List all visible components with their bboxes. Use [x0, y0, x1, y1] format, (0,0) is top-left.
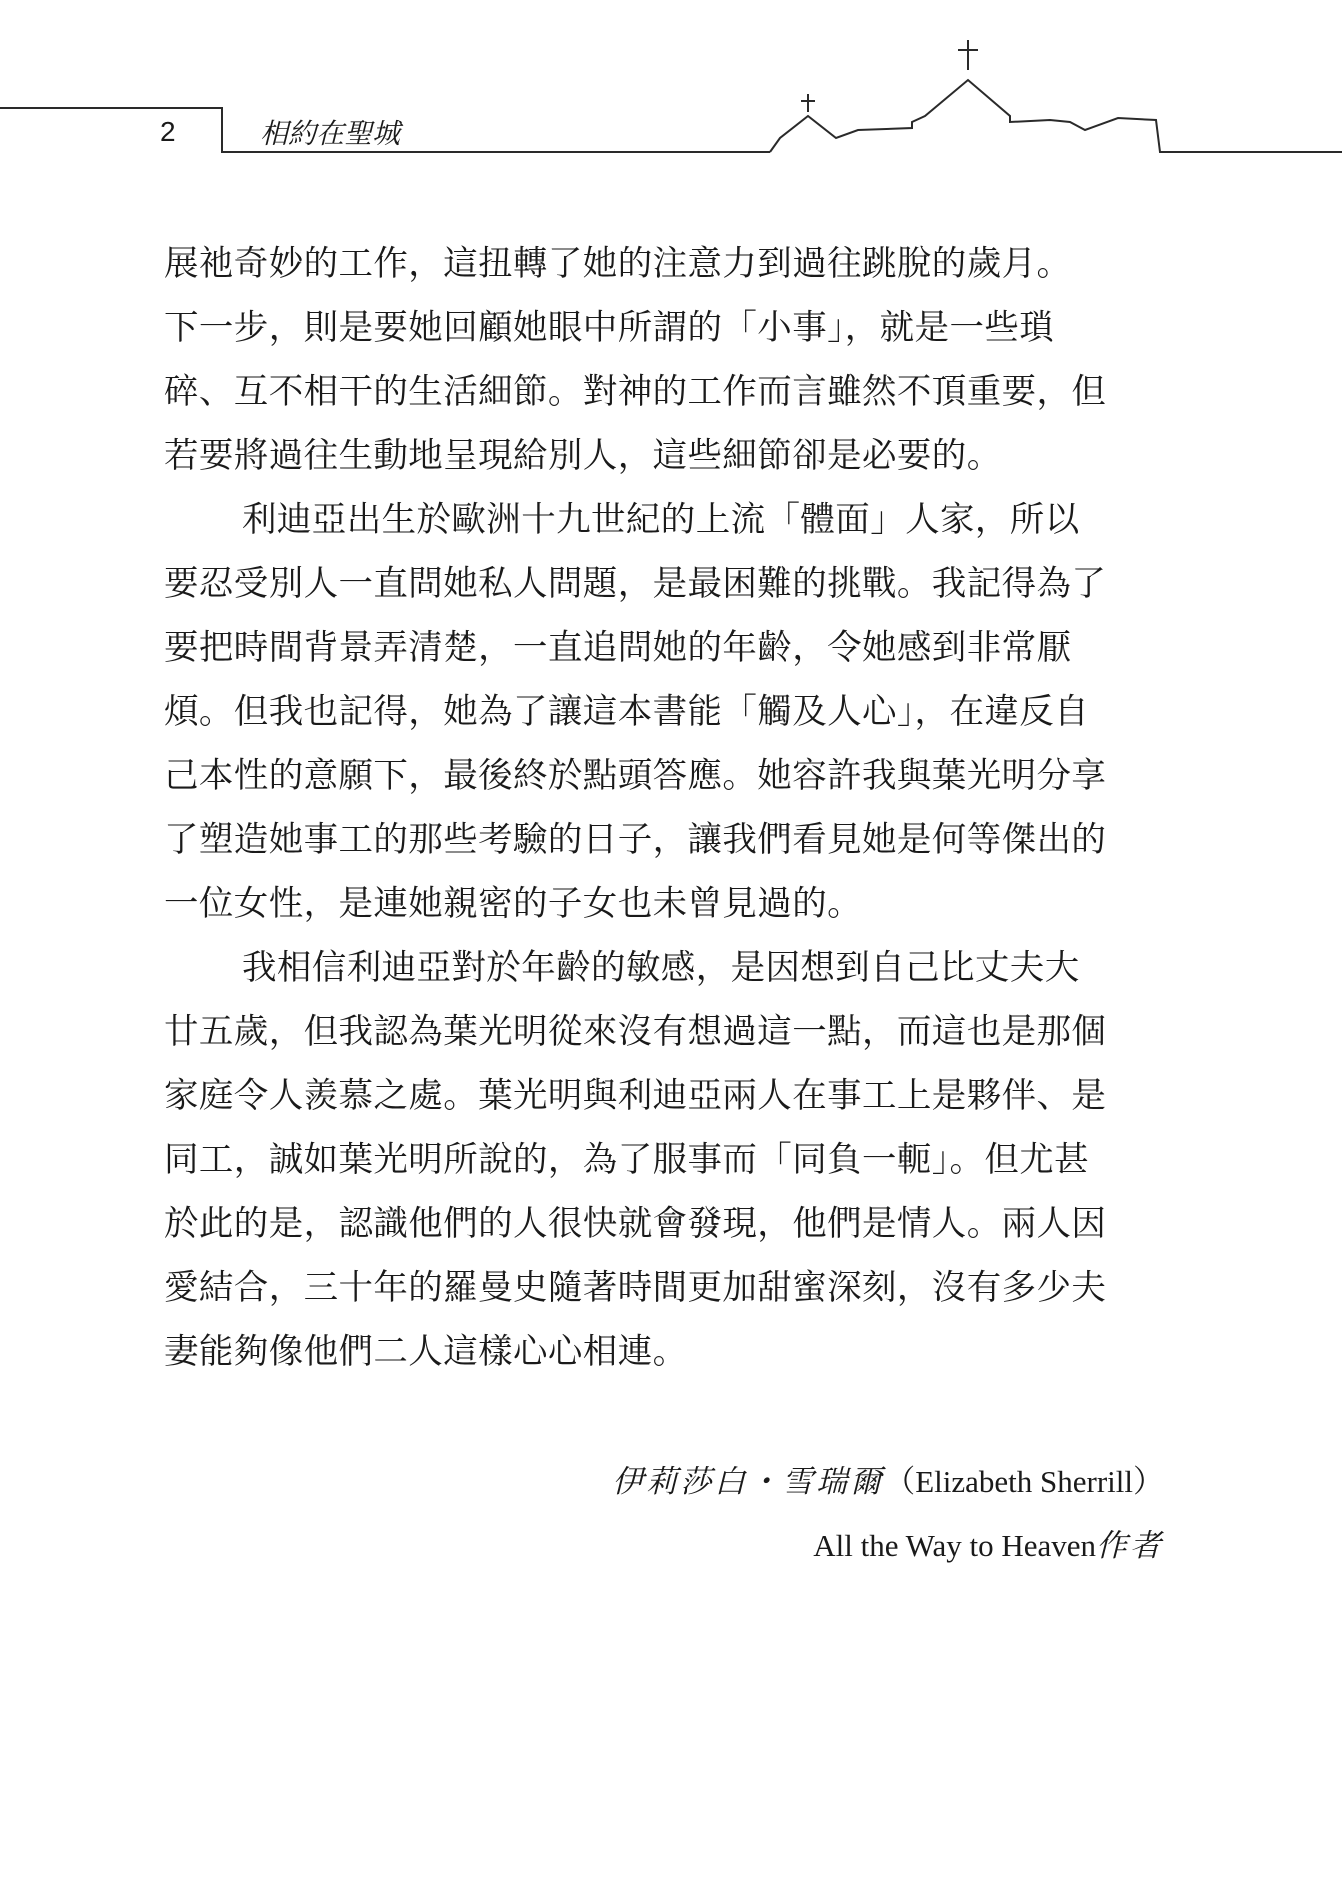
text-line: 妻能夠像他們二人這樣心心相連。 [164, 1332, 688, 1372]
header-decoration [0, 0, 1342, 170]
text-line: 若要將過往生動地呈現給別人，這些細節卻是必要的。 [164, 436, 1002, 476]
signature-book-line [612, 1514, 1164, 1578]
text-line: 下一步，則是要她回顧她眼中所謂的「小事」，就是一些瑣 [164, 308, 1055, 348]
text-line: 一位女性，是連她親密的子女也未曾見過的。 [164, 884, 862, 924]
signature-block [612, 1450, 1164, 1578]
text-line: 展祂奇妙的工作，這扭轉了她的注意力到過往跳脫的歲月。 [164, 244, 1072, 284]
running-title: 相約在聖城 [260, 117, 401, 150]
author-role: 作者 [1096, 1528, 1164, 1564]
signature-author-line [612, 1450, 1164, 1514]
cross-icon [958, 40, 978, 70]
author-name: 伊莉莎白・雪瑞爾 [612, 1464, 885, 1500]
text-line: 同工，誠如葉光明所說的，為了服事而「同負一軛」。但尤甚 [164, 1140, 1090, 1180]
body-text [164, 232, 1164, 1384]
text-line: 愛結合，三十年的羅曼史隨著時間更加甜蜜深刻，沒有多少夫 [164, 1268, 1107, 1308]
page-number: 2 [160, 116, 176, 147]
cross-icon [801, 94, 815, 112]
text-line: 家庭令人羨慕之處。葉光明與利迪亞兩人在事工上是夥伴、是 [164, 1076, 1107, 1116]
text-line: 於此的是，認識他們的人很快就會發現，他們是情人。兩人因 [164, 1204, 1107, 1244]
book-title: All the Way to Heaven [813, 1528, 1096, 1563]
church-steeple-icon [770, 80, 1342, 152]
text-line: 廿五歲，但我認為葉光明從來沒有想過這一點，而這也是那個 [164, 1012, 1107, 1052]
text-line: 了塑造她事工的那些考驗的日子，讓我們看見她是何等傑出的 [164, 820, 1107, 860]
text-line: 煩。但我也記得，她為了讓這本書能「觸及人心」，在違反自 [164, 692, 1090, 732]
text-line: 要把時間背景弄清楚，一直追問她的年齡，令她感到非常厭 [164, 628, 1072, 668]
text-line: 利迪亞出生於歐洲十九世紀的上流「體面」人家，所以 [242, 500, 1080, 540]
text-line: 要忍受別人一直問她私人問題，是最困難的挑戰。我記得為了 [164, 564, 1107, 604]
text-line: 碎、互不相干的生活細節。對神的工作而言雖然不頂重要，但 [164, 372, 1107, 412]
author-name-latin: （Elizabeth Sherrill） [884, 1464, 1164, 1499]
text-line: 我相信利迪亞對於年齡的敏感，是因想到自己比丈夫大 [242, 948, 1080, 988]
text-line: 己本性的意願下，最後終於點頭答應。她容許我與葉光明分享 [164, 756, 1107, 796]
